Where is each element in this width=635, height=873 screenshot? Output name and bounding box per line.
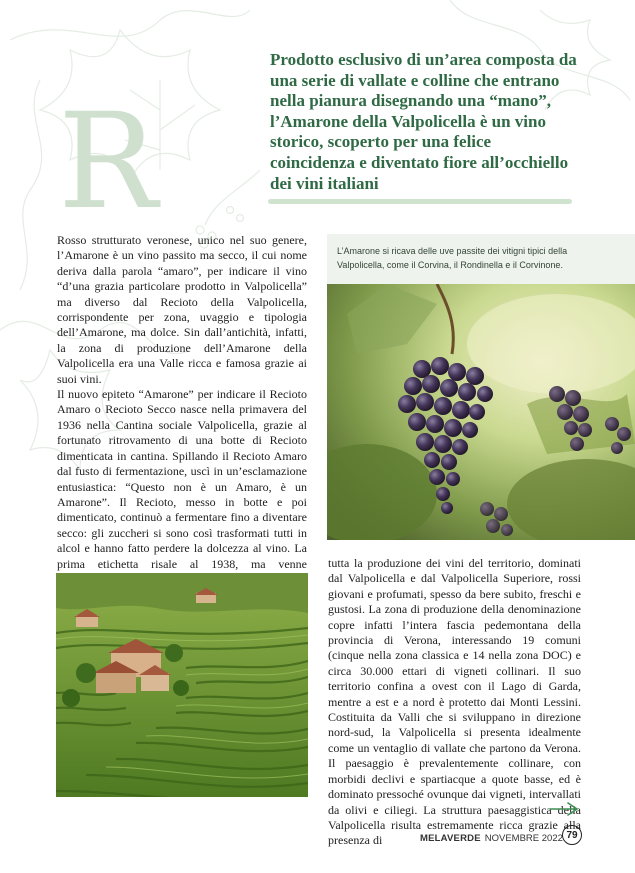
body-paragraph: tutta la produzione dei vini del territorio, dominati dal Valpolicella e dal Valpolicella Superiore, rossi giovani e profumati, spesso da bere subito, freschi e gustosi. La zona di produzione della denominazione copre infatti l’intera fascia pedemontana della provincia di Verona, interessando 19 comuni (cinque nella zona classica e 14 nella zona DOC) e circa 30.000 ettari di vigneti collinari. Il suo territorio confina a ovest con il Lago di Garda, mentre a est e a nord è protetto dai Monti Lessini. Costituita da Valli che si sviluppano in direzione nord-sud, la Valpolicella si presenta idealmente come un ventaglio di vallate che partono da Verona. Il paesaggio è prevalentemente collinare, con morbidi declivi e spartiacque a quote basse, ed è dominato pressoché ovunque dai vigneti, intervallati da olivi e ciliegi. La struttura paesaggistica della Valpolicella risulta estremamente ricca grazie alla presenza di <box>328 556 581 848</box>
lead-paragraph: Prodotto esclusivo di un’area composta da una serie di vallate e colline che entrano nella pianura disegnando una “mano”, l’Amarone della Valpolicella è un vino storico, scoperto per una felice coincidenza e diventato fiore all’occhiello dei vini italiani <box>270 50 577 193</box>
magazine-name: MELAVERDE <box>420 832 481 844</box>
page-number: 79 <box>562 825 582 845</box>
issue-date: NOVEMBRE 2022 <box>484 832 563 844</box>
body-column-right <box>328 556 581 849</box>
grapes-photo <box>327 284 635 540</box>
drop-cap: R <box>58 85 158 239</box>
lead-underline <box>268 199 572 204</box>
body-paragraph: Rosso strutturato veronese, unico nel suo genere, l’Amarone è un vino passito ma secco, il cui nome deriva dalla parola “amaro”, per indicare il vino “d’una grazia particolare prodotto in Valpolicella” ma diverso dal Recioto della Valpolicella, corrispondente per zona, uvaggio e tipologia dell’Amarone, ma dolce. Sin dall’antichità, infatti, la zona di produzione dell’Amarone della Valpolicella era una Valle ricca e famosa grazie ai suoi vini. <box>57 233 307 386</box>
page-footer <box>420 830 563 846</box>
arrow-right-icon <box>548 799 580 819</box>
vineyard-photo <box>56 573 308 797</box>
photo-caption: L’Amarone si ricava delle uve passite dei vitigni tipici della Valpolicella, come il Corvina, il Rondinella e il Corvinone. <box>337 246 568 270</box>
body-column-left <box>57 233 307 618</box>
body-paragraph: Il nuovo epiteto “Amarone” per indicare il Recioto Amaro o Recioto Secco nasce nella primavera del 1936 nella Cantina sociale Valpolicella, grazie al fortunato ritrovamento di una botte di Recioto dimenticata in cantina. Spillando il Recioto Amaro dal fusto di fermentazione, uscì in un’esclamazione entusiastica: “Questo non è un Amaro, è un Amarone”. Il Recioto, messo in botte e poi dimenticato, continuò a fermentare fino a diventare secco: gli zuccheri si sono così trasformati tutti in alcol e hanno fatto perdere la dolcezza al vino. La prima etichetta risale al 1938, ma venne <box>57 387 307 571</box>
